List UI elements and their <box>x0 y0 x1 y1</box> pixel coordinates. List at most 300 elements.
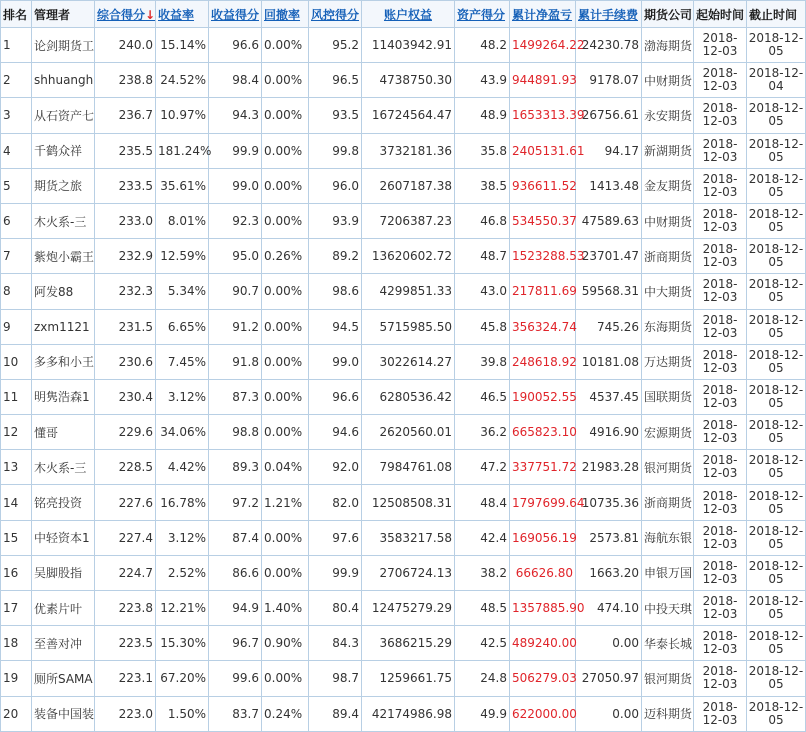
cell-score: 233.0 <box>95 203 156 238</box>
cell-manager-link[interactable]: 中轻资本1 <box>32 520 95 555</box>
cell-score: 240.0 <box>95 28 156 63</box>
cell-manager-link[interactable]: 阿发88 <box>32 274 95 309</box>
cell-manager-link[interactable]: 多多和小王 <box>32 344 95 379</box>
cell-yield: 16.78% <box>156 485 209 520</box>
cell-net-profit: 1499264.22 <box>510 28 576 63</box>
cell-rank: 5 <box>1 168 32 203</box>
cell-start-date: 2018-12-03 <box>694 133 747 168</box>
cell-company: 东海期货 <box>642 309 694 344</box>
cell-start-date: 2018-12-03 <box>694 555 747 590</box>
cell-drawdown: 0.00% <box>262 274 309 309</box>
cell-drawdown: 1.21% <box>262 485 309 520</box>
cell-yield: 3.12% <box>156 520 209 555</box>
cell-company: 金友期货 <box>642 168 694 203</box>
cell-equity: 42174986.98 <box>362 696 455 731</box>
cell-net-profit: 337751.72 <box>510 450 576 485</box>
cell-yield: 10.97% <box>156 98 209 133</box>
cell-asset-score: 47.2 <box>455 450 510 485</box>
cell-yield: 15.30% <box>156 626 209 661</box>
cell-equity: 12508508.31 <box>362 485 455 520</box>
cell-start-date: 2018-12-03 <box>694 203 747 238</box>
cell-fees: 47589.63 <box>576 203 642 238</box>
cell-manager-link[interactable]: 优素片叶 <box>32 591 95 626</box>
cell-risk-score: 96.6 <box>309 379 362 414</box>
cell-equity: 1259661.75 <box>362 661 455 696</box>
cell-risk-score: 99.8 <box>309 133 362 168</box>
cell-fees: 745.26 <box>576 309 642 344</box>
cell-rank: 17 <box>1 591 32 626</box>
cell-drawdown: 0.00% <box>262 203 309 238</box>
table-row <box>1 555 806 590</box>
cell-asset-score: 43.0 <box>455 274 510 309</box>
cell-equity: 7984761.08 <box>362 450 455 485</box>
cell-fees: 1413.48 <box>576 168 642 203</box>
cell-company: 中财期货 <box>642 63 694 98</box>
cell-equity: 13620602.72 <box>362 239 455 274</box>
cell-company: 宏源期货 <box>642 415 694 450</box>
cell-rank: 11 <box>1 379 32 414</box>
cell-equity: 3686215.29 <box>362 626 455 661</box>
cell-asset-score: 42.4 <box>455 520 510 555</box>
cell-rank: 6 <box>1 203 32 238</box>
cell-risk-score: 93.9 <box>309 203 362 238</box>
cell-net-profit: 936611.52 <box>510 168 576 203</box>
cell-end-date: 2018-12-05 <box>747 450 806 485</box>
cell-rank: 9 <box>1 309 32 344</box>
cell-score: 229.6 <box>95 415 156 450</box>
cell-company: 申银万国 <box>642 555 694 590</box>
cell-manager-link[interactable]: 期货之旅 <box>32 168 95 203</box>
cell-asset-score: 48.7 <box>455 239 510 274</box>
cell-yield: 6.65% <box>156 309 209 344</box>
cell-yield-score: 98.8 <box>209 415 262 450</box>
cell-manager-link[interactable]: 木火系-三 <box>32 203 95 238</box>
cell-fees: 0.00 <box>576 696 642 731</box>
cell-end-date: 2018-12-05 <box>747 555 806 590</box>
cell-yield-score: 90.7 <box>209 274 262 309</box>
cell-company: 中大期货 <box>642 274 694 309</box>
header-drawdown-sort-link[interactable]: 回撤率 <box>262 1 309 28</box>
cell-score: 232.9 <box>95 239 156 274</box>
cell-yield: 12.21% <box>156 591 209 626</box>
cell-yield-score: 94.9 <box>209 591 262 626</box>
cell-rank: 2 <box>1 63 32 98</box>
cell-drawdown: 0.00% <box>262 379 309 414</box>
cell-yield: 8.01% <box>156 203 209 238</box>
table-row <box>1 415 806 450</box>
cell-equity: 5715985.50 <box>362 309 455 344</box>
cell-equity: 2706724.13 <box>362 555 455 590</box>
cell-drawdown: 0.04% <box>262 450 309 485</box>
cell-yield-score: 92.3 <box>209 203 262 238</box>
cell-yield-score: 99.0 <box>209 168 262 203</box>
cell-manager-link[interactable]: 铭亮投资 <box>32 485 95 520</box>
cell-net-profit: 1653313.39 <box>510 98 576 133</box>
table-body <box>1 28 806 732</box>
cell-end-date: 2018-12-05 <box>747 168 806 203</box>
table-row <box>1 591 806 626</box>
cell-manager-link[interactable]: 懂哥 <box>32 415 95 450</box>
cell-score: 223.1 <box>95 661 156 696</box>
cell-net-profit: 190052.55 <box>510 379 576 414</box>
cell-equity: 4738750.30 <box>362 63 455 98</box>
cell-fees: 94.17 <box>576 133 642 168</box>
cell-asset-score: 39.8 <box>455 344 510 379</box>
cell-start-date: 2018-12-03 <box>694 696 747 731</box>
header-score-label: 综合得分 <box>97 7 146 22</box>
cell-company: 新湖期货 <box>642 133 694 168</box>
table-row <box>1 168 806 203</box>
cell-net-profit: 665823.10 <box>510 415 576 450</box>
cell-yield-score: 95.0 <box>209 239 262 274</box>
header-fees-sort-link[interactable]: 累计手续费 <box>576 1 642 28</box>
cell-fees: 21983.28 <box>576 450 642 485</box>
cell-score: 227.4 <box>95 520 156 555</box>
cell-start-date: 2018-12-03 <box>694 239 747 274</box>
cell-fees: 2573.81 <box>576 520 642 555</box>
cell-rank: 14 <box>1 485 32 520</box>
cell-risk-score: 94.5 <box>309 309 362 344</box>
cell-yield-score: 91.8 <box>209 344 262 379</box>
cell-risk-score: 98.6 <box>309 274 362 309</box>
cell-fees: 9178.07 <box>576 63 642 98</box>
cell-rank: 18 <box>1 626 32 661</box>
cell-equity: 3022614.27 <box>362 344 455 379</box>
cell-yield-score: 91.2 <box>209 309 262 344</box>
cell-net-profit: 66626.80 <box>510 555 576 590</box>
table-row <box>1 626 806 661</box>
cell-rank: 3 <box>1 98 32 133</box>
cell-yield: 1.50% <box>156 696 209 731</box>
table-row <box>1 309 806 344</box>
cell-end-date: 2018-12-05 <box>747 520 806 555</box>
cell-fees: 0.00 <box>576 626 642 661</box>
cell-company: 海航东银 <box>642 520 694 555</box>
table-header <box>1 1 806 28</box>
table-row <box>1 520 806 555</box>
cell-manager-link[interactable]: 千鹤众祥 <box>32 133 95 168</box>
cell-company: 银河期货 <box>642 450 694 485</box>
cell-fees: 1663.20 <box>576 555 642 590</box>
cell-manager-link[interactable]: 吴脚股指 <box>32 555 95 590</box>
cell-company: 银河期货 <box>642 661 694 696</box>
table-row <box>1 661 806 696</box>
cell-yield: 7.45% <box>156 344 209 379</box>
cell-asset-score: 48.5 <box>455 591 510 626</box>
cell-score: 223.8 <box>95 591 156 626</box>
cell-manager-link[interactable]: 从石资产七 <box>32 98 95 133</box>
cell-asset-score: 45.8 <box>455 309 510 344</box>
cell-rank: 20 <box>1 696 32 731</box>
cell-drawdown: 0.24% <box>262 696 309 731</box>
cell-net-profit: 1523288.53 <box>510 239 576 274</box>
cell-start-date: 2018-12-03 <box>694 520 747 555</box>
cell-asset-score: 46.8 <box>455 203 510 238</box>
cell-drawdown: 0.00% <box>262 98 309 133</box>
cell-fees: 4916.90 <box>576 415 642 450</box>
table-row <box>1 133 806 168</box>
cell-yield-score: 99.6 <box>209 661 262 696</box>
cell-rank: 16 <box>1 555 32 590</box>
cell-score: 232.3 <box>95 274 156 309</box>
table-row <box>1 696 806 731</box>
cell-start-date: 2018-12-03 <box>694 274 747 309</box>
cell-yield-score: 94.3 <box>209 98 262 133</box>
cell-yield-score: 86.6 <box>209 555 262 590</box>
header-manager: 管理者 <box>32 1 95 28</box>
cell-score: 231.5 <box>95 309 156 344</box>
cell-yield-score: 83.7 <box>209 696 262 731</box>
cell-fees: 10181.08 <box>576 344 642 379</box>
cell-drawdown: 0.00% <box>262 309 309 344</box>
cell-net-profit: 534550.37 <box>510 203 576 238</box>
cell-yield: 12.59% <box>156 239 209 274</box>
cell-risk-score: 93.5 <box>309 98 362 133</box>
table-row <box>1 485 806 520</box>
cell-start-date: 2018-12-03 <box>694 63 747 98</box>
table-row <box>1 274 806 309</box>
cell-start-date: 2018-12-03 <box>694 309 747 344</box>
cell-rank: 7 <box>1 239 32 274</box>
cell-rank: 4 <box>1 133 32 168</box>
cell-asset-score: 48.9 <box>455 98 510 133</box>
header-company: 期货公司 <box>642 1 694 28</box>
cell-yield: 15.14% <box>156 28 209 63</box>
cell-score: 223.5 <box>95 626 156 661</box>
cell-yield: 4.42% <box>156 450 209 485</box>
cell-rank: 19 <box>1 661 32 696</box>
cell-asset-score: 42.5 <box>455 626 510 661</box>
cell-drawdown: 0.90% <box>262 626 309 661</box>
cell-end-date: 2018-12-05 <box>747 274 806 309</box>
cell-equity: 3732181.36 <box>362 133 455 168</box>
cell-net-profit: 2405131.61 <box>510 133 576 168</box>
table-row <box>1 203 806 238</box>
cell-yield: 2.52% <box>156 555 209 590</box>
cell-manager-link[interactable]: 厕所SAMA <box>32 661 95 696</box>
cell-company: 迈科期货 <box>642 696 694 731</box>
cell-fees: 24230.78 <box>576 28 642 63</box>
cell-asset-score: 35.8 <box>455 133 510 168</box>
cell-company: 国联期货 <box>642 379 694 414</box>
cell-score: 233.5 <box>95 168 156 203</box>
cell-yield: 3.12% <box>156 379 209 414</box>
cell-company: 华泰长城 <box>642 626 694 661</box>
cell-net-profit: 489240.00 <box>510 626 576 661</box>
table-row <box>1 63 806 98</box>
cell-equity: 2620560.01 <box>362 415 455 450</box>
cell-risk-score: 92.0 <box>309 450 362 485</box>
cell-yield-score: 99.9 <box>209 133 262 168</box>
header-equity-sort-link[interactable]: 账户权益 <box>362 1 455 28</box>
table-row <box>1 379 806 414</box>
cell-manager-link[interactable]: 装备中国装 <box>32 696 95 731</box>
cell-yield-score: 87.3 <box>209 379 262 414</box>
cell-company: 中投天琪 <box>642 591 694 626</box>
cell-fees: 474.10 <box>576 591 642 626</box>
cell-end-date: 2018-12-05 <box>747 344 806 379</box>
cell-net-profit: 1797699.64 <box>510 485 576 520</box>
cell-rank: 10 <box>1 344 32 379</box>
cell-drawdown: 0.00% <box>262 661 309 696</box>
cell-net-profit: 1357885.90 <box>510 591 576 626</box>
cell-asset-score: 24.8 <box>455 661 510 696</box>
cell-fees: 27050.97 <box>576 661 642 696</box>
cell-asset-score: 49.9 <box>455 696 510 731</box>
cell-company: 浙商期货 <box>642 239 694 274</box>
cell-manager-link[interactable]: 紫炮小霸王 <box>32 239 95 274</box>
cell-yield-score: 87.4 <box>209 520 262 555</box>
cell-yield: 5.34% <box>156 274 209 309</box>
cell-asset-score: 43.9 <box>455 63 510 98</box>
cell-yield: 24.52% <box>156 63 209 98</box>
cell-start-date: 2018-12-03 <box>694 28 747 63</box>
cell-asset-score: 38.5 <box>455 168 510 203</box>
cell-asset-score: 36.2 <box>455 415 510 450</box>
cell-start-date: 2018-12-03 <box>694 591 747 626</box>
cell-risk-score: 97.6 <box>309 520 362 555</box>
cell-yield: 181.24% <box>156 133 209 168</box>
cell-risk-score: 84.3 <box>309 626 362 661</box>
cell-asset-score: 46.5 <box>455 379 510 414</box>
cell-asset-score: 48.4 <box>455 485 510 520</box>
cell-end-date: 2018-12-05 <box>747 239 806 274</box>
cell-yield: 67.20% <box>156 661 209 696</box>
cell-yield: 35.61% <box>156 168 209 203</box>
cell-start-date: 2018-12-03 <box>694 168 747 203</box>
table-row <box>1 344 806 379</box>
cell-equity: 2607187.38 <box>362 168 455 203</box>
cell-company: 永安期货 <box>642 98 694 133</box>
cell-equity: 4299851.33 <box>362 274 455 309</box>
cell-net-profit: 217811.69 <box>510 274 576 309</box>
cell-company: 万达期货 <box>642 344 694 379</box>
cell-asset-score: 38.2 <box>455 555 510 590</box>
cell-start-date: 2018-12-03 <box>694 379 747 414</box>
cell-end-date: 2018-12-05 <box>747 661 806 696</box>
header-yield-sort-link[interactable]: 收益率 <box>156 1 209 28</box>
header-risk-score-sort-link[interactable]: 风控得分 <box>309 1 362 28</box>
cell-equity: 3583217.58 <box>362 520 455 555</box>
cell-end-date: 2018-12-04 <box>747 63 806 98</box>
cell-rank: 1 <box>1 28 32 63</box>
cell-yield-score: 97.2 <box>209 485 262 520</box>
cell-score: 224.7 <box>95 555 156 590</box>
table-row <box>1 450 806 485</box>
cell-score: 227.6 <box>95 485 156 520</box>
cell-fees: 10735.36 <box>576 485 642 520</box>
header-yield-score-sort-link[interactable]: 收益得分 <box>209 1 262 28</box>
cell-manager-link[interactable]: zxm1121 <box>32 309 95 344</box>
cell-yield-score: 98.4 <box>209 63 262 98</box>
cell-fees: 26756.61 <box>576 98 642 133</box>
cell-risk-score: 99.0 <box>309 344 362 379</box>
cell-rank: 13 <box>1 450 32 485</box>
cell-drawdown: 0.00% <box>262 520 309 555</box>
cell-risk-score: 96.5 <box>309 63 362 98</box>
cell-drawdown: 0.26% <box>262 239 309 274</box>
cell-manager-link[interactable]: 论剑期货工 <box>32 28 95 63</box>
cell-yield-score: 89.3 <box>209 450 262 485</box>
cell-end-date: 2018-12-05 <box>747 485 806 520</box>
cell-score: 235.5 <box>95 133 156 168</box>
cell-end-date: 2018-12-05 <box>747 379 806 414</box>
cell-fees: 23701.47 <box>576 239 642 274</box>
cell-start-date: 2018-12-03 <box>694 485 747 520</box>
cell-manager-link[interactable]: 至善对冲 <box>32 626 95 661</box>
cell-start-date: 2018-12-03 <box>694 450 747 485</box>
cell-net-profit: 506279.03 <box>510 661 576 696</box>
cell-drawdown: 1.40% <box>262 591 309 626</box>
header-asset-score-sort-link[interactable]: 资产得分 <box>455 1 510 28</box>
cell-manager-link[interactable]: shhuangh <box>32 63 95 98</box>
cell-start-date: 2018-12-03 <box>694 415 747 450</box>
cell-equity: 12475279.29 <box>362 591 455 626</box>
cell-manager-link[interactable]: 木火系-三 <box>32 450 95 485</box>
cell-risk-score: 89.4 <box>309 696 362 731</box>
cell-end-date: 2018-12-05 <box>747 309 806 344</box>
cell-rank: 12 <box>1 415 32 450</box>
cell-risk-score: 98.7 <box>309 661 362 696</box>
cell-yield-score: 96.7 <box>209 626 262 661</box>
cell-drawdown: 0.00% <box>262 133 309 168</box>
header-net-profit-sort-link[interactable]: 累计净盈亏 <box>510 1 576 28</box>
cell-manager-link[interactable]: 明隽浩森1 <box>32 379 95 414</box>
table-row <box>1 28 806 63</box>
cell-net-profit: 944891.93 <box>510 63 576 98</box>
cell-fees: 59568.31 <box>576 274 642 309</box>
cell-risk-score: 96.0 <box>309 168 362 203</box>
cell-score: 238.8 <box>95 63 156 98</box>
cell-score: 228.5 <box>95 450 156 485</box>
cell-score: 230.4 <box>95 379 156 414</box>
cell-net-profit: 169056.19 <box>510 520 576 555</box>
cell-drawdown: 0.00% <box>262 28 309 63</box>
cell-start-date: 2018-12-03 <box>694 344 747 379</box>
cell-score: 223.0 <box>95 696 156 731</box>
cell-start-date: 2018-12-03 <box>694 661 747 696</box>
cell-end-date: 2018-12-05 <box>747 98 806 133</box>
cell-asset-score: 48.2 <box>455 28 510 63</box>
cell-rank: 8 <box>1 274 32 309</box>
cell-drawdown: 0.00% <box>262 63 309 98</box>
cell-net-profit: 622000.00 <box>510 696 576 731</box>
cell-end-date: 2018-12-05 <box>747 203 806 238</box>
cell-risk-score: 80.4 <box>309 591 362 626</box>
header-end: 截止时间 <box>747 1 806 28</box>
cell-yield-score: 96.6 <box>209 28 262 63</box>
cell-equity: 16724564.47 <box>362 98 455 133</box>
cell-risk-score: 99.9 <box>309 555 362 590</box>
cell-equity: 6280536.42 <box>362 379 455 414</box>
table-row <box>1 98 806 133</box>
cell-equity: 11403942.91 <box>362 28 455 63</box>
cell-company: 浙商期货 <box>642 485 694 520</box>
cell-risk-score: 94.6 <box>309 415 362 450</box>
cell-net-profit: 248618.92 <box>510 344 576 379</box>
table-row <box>1 239 806 274</box>
cell-end-date: 2018-12-05 <box>747 133 806 168</box>
header-score-sort-link[interactable] <box>95 1 156 28</box>
sort-desc-arrow-icon: ↓ <box>145 7 156 22</box>
cell-yield: 34.06% <box>156 415 209 450</box>
cell-score: 236.7 <box>95 98 156 133</box>
cell-company: 渤海期货 <box>642 28 694 63</box>
cell-drawdown: 0.00% <box>262 344 309 379</box>
cell-end-date: 2018-12-05 <box>747 591 806 626</box>
cell-end-date: 2018-12-05 <box>747 626 806 661</box>
cell-net-profit: 356324.74 <box>510 309 576 344</box>
